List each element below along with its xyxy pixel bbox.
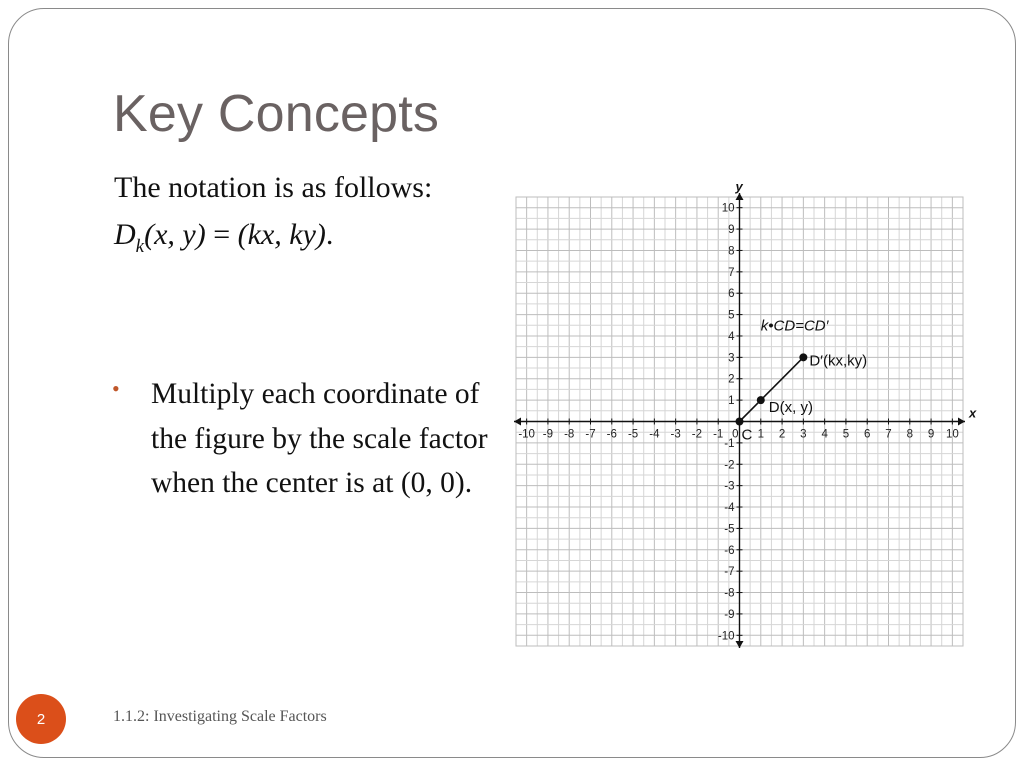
- bullet-text: Multiply each coordinate of the figure by the scale factor when the center is at (0, 0).: [151, 378, 488, 499]
- point-label-d-prime: D′(kx,ky): [809, 352, 868, 370]
- y-tick-label: -6: [724, 544, 735, 557]
- formula-period: .: [325, 218, 334, 251]
- x-tick-label: 9: [927, 428, 935, 441]
- footer-text: 1.1.2: Investigating Scale Factors: [113, 708, 327, 725]
- x-axis-arrow-right: [958, 418, 965, 426]
- x-tick-label: -3: [670, 428, 681, 441]
- y-tick-label: -7: [724, 566, 735, 579]
- origin-label: 0: [732, 428, 739, 441]
- y-axis-arrow-down: [736, 641, 744, 648]
- y-tick-label: -10: [717, 630, 735, 643]
- formula-base: D: [114, 218, 136, 251]
- x-tick-label: -10: [518, 428, 535, 441]
- y-tick-label: -5: [724, 523, 735, 536]
- x-tick-label: 4: [821, 428, 828, 441]
- x-tick-label: -9: [542, 428, 554, 441]
- y-tick-label: 5: [728, 309, 735, 322]
- formula-equals: =: [205, 218, 238, 251]
- y-tick-label: 10: [721, 202, 735, 215]
- slide-title: Key Concepts: [113, 85, 440, 143]
- annotation-scale-equation: k•CD=CD′: [760, 317, 829, 335]
- coordinate-plane-chart: [505, 180, 980, 655]
- y-tick-label: -2: [724, 459, 735, 472]
- y-tick-label: 4: [728, 330, 735, 343]
- x-tick-label: -1: [713, 428, 724, 441]
- x-tick-label: 8: [906, 428, 913, 441]
- y-axis-label: y: [735, 180, 743, 194]
- point-d-prime: [799, 353, 807, 361]
- formula-lhs-args: (x, y): [144, 218, 206, 251]
- x-tick-label: -5: [627, 428, 639, 441]
- x-tick-label: 5: [842, 428, 850, 441]
- y-tick-label: -1: [724, 437, 735, 450]
- y-tick-label: -3: [724, 480, 735, 493]
- y-tick-label: -4: [724, 502, 735, 515]
- x-tick-label: 3: [800, 428, 807, 441]
- formula-rhs: (kx, ky): [237, 218, 326, 251]
- x-tick-label: -4: [649, 428, 660, 441]
- x-tick-label: 1: [757, 428, 764, 441]
- x-tick-label: 10: [945, 428, 959, 441]
- y-tick-label: -9: [724, 608, 735, 621]
- point-label-d: D(x, y): [768, 399, 813, 417]
- point-c: [736, 418, 744, 426]
- x-tick-label: 2: [778, 428, 786, 441]
- x-tick-label: 7: [885, 428, 892, 441]
- point-label-c: C: [741, 426, 753, 444]
- y-tick-label: 7: [728, 266, 735, 279]
- notation-text: The notation is as follows:: [114, 171, 433, 204]
- y-tick-label: 2: [728, 373, 735, 386]
- page-number-badge: 2: [16, 694, 66, 744]
- x-tick-label: -8: [564, 428, 575, 441]
- notation-formula: [114, 218, 333, 258]
- x-tick-label: 6: [864, 428, 871, 441]
- y-tick-label: 8: [728, 245, 735, 258]
- x-tick-label: -6: [606, 428, 617, 441]
- x-tick-label: -2: [691, 428, 703, 441]
- y-tick-label: 6: [728, 288, 735, 301]
- point-d: [757, 396, 765, 404]
- y-tick-label: 1: [728, 395, 735, 408]
- y-tick-label: -8: [724, 587, 735, 600]
- formula-subscript: k: [135, 236, 145, 257]
- x-tick-label: -7: [585, 428, 596, 441]
- bullet-marker: •: [112, 376, 120, 401]
- x-axis-arrow-left: [514, 418, 521, 426]
- y-tick-label: 9: [728, 224, 735, 237]
- y-tick-label: 3: [728, 352, 735, 365]
- x-axis-label: x: [969, 405, 977, 421]
